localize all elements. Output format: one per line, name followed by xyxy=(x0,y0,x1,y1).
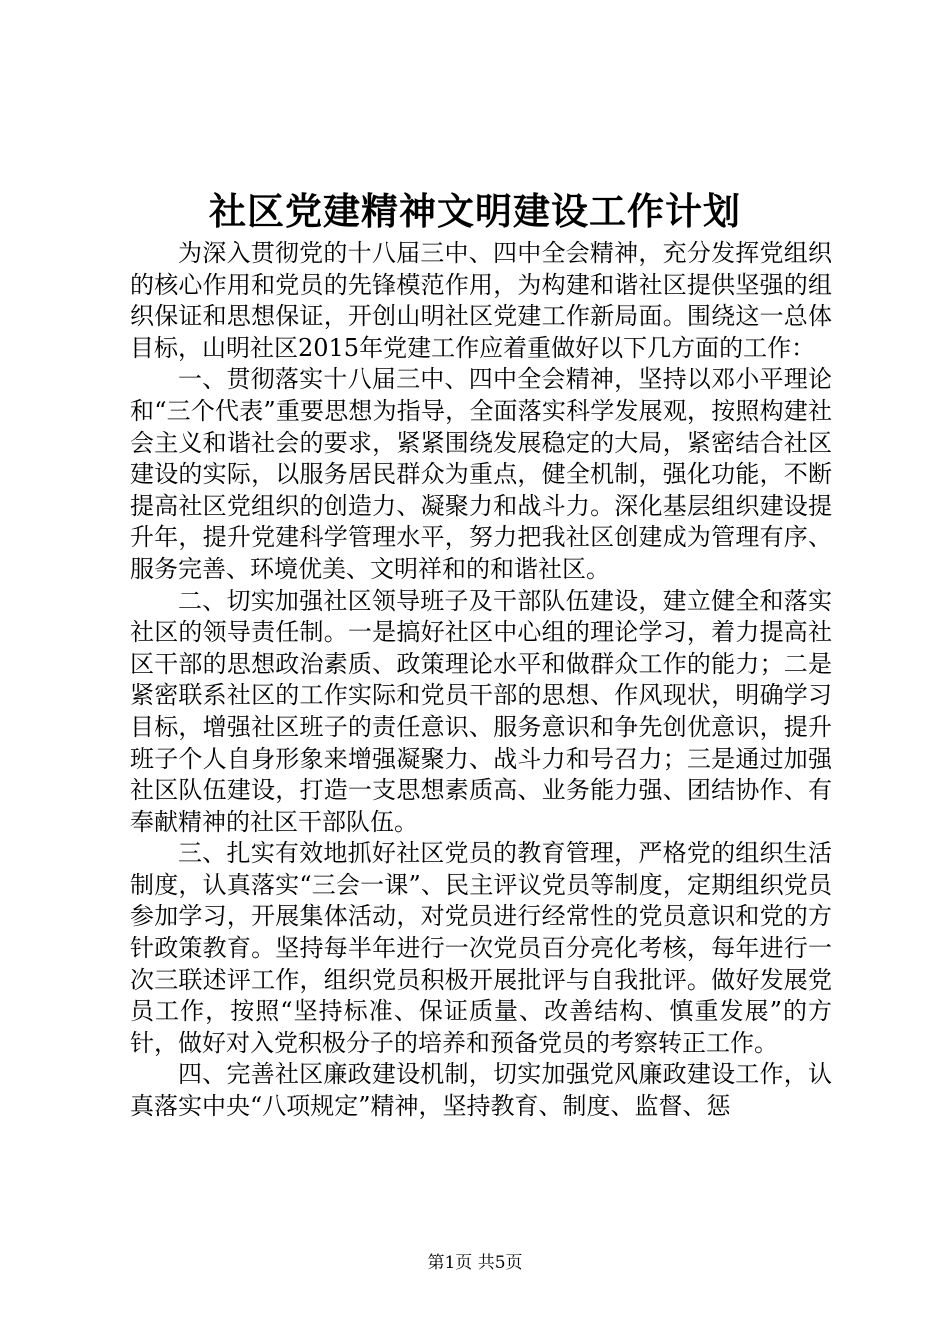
page-footer xyxy=(0,1252,950,1274)
page-indicator: 第1页 共5页 xyxy=(427,1253,523,1273)
document-title: 社区党建精神文明建设工作计划 xyxy=(209,189,741,233)
paragraph-section-1: 一、贯彻落实十八届三中、四中全会精神，坚持以邓小平理论和“三个代表”重要思想为指导，全面落实科学发展观，按照构建社会主义和谐社会的要求，紧紧围绕发展稳定的大局，紧密结合社区建设的实际，以服务居民群众为重点，健全机制，强化功能，不断提高社区党组织的创造力、凝聚力和战斗力。深化基层组织建设提升年，提升党建科学管理水平，努力把我社区创建成为管理有序、服务完善、环境优美、文明祥和的和谐社区。 xyxy=(130,365,832,583)
paragraph-intro: 为深入贯彻党的十八届三中、四中全会精神，充分发挥党组织的核心作用和党员的先锋模范作用，为构建和谐社区提供坚强的组织保证和思想保证，开创山明社区党建工作新局面。围绕这一总体目标，山明社区2015年党建工作应着重做好以下几方面的工作： xyxy=(130,239,832,362)
paragraph-section-2: 二、切实加强社区领导班子及干部队伍建设，建立健全和落实社区的领导责任制。一是搞好社区中心组的理论学习，着力提高社区干部的思想政治素质、政策理论水平和做群众工作的能力；二是紧密联系社区的工作实际和党员干部的思想、作风现状，明确学习目标，增强社区班子的责任意识、服务意识和争先创优意识，提升班子个人自身形象来增强凝聚力、战斗力和号召力；三是通过加强社区队伍建设，打造一支思想素质高、业务能力强、团结协作、有奉献精神的社区干部队伍。 xyxy=(130,586,832,836)
document-body xyxy=(130,238,832,1123)
paragraph-section-4: 四、完善社区廉政建设机制，切实加强党风廉政建设工作，认真落实中央“八项规定”精神，坚持教育、制度、监督、惩 xyxy=(130,1060,832,1121)
paragraph-section-3: 三、扎实有效地抓好社区党员的教育管理，严格党的组织生活制度，认真落实“三会一课”、民主评议党员等制度，定期组织党员参加学习，开展集体活动，对党员进行经常性的党员意识和党的方针政策教育。坚持每半年进行一次党员百分亮化考核，每年进行一次三联述评工作，组织党员积极开展批评与自我批评。做好发展党员工作，按照“坚持标准、保证质量、改善结构、慎重发展”的方针，做好对入党积极分子的培养和预备党员的考察转正工作。 xyxy=(130,839,832,1057)
